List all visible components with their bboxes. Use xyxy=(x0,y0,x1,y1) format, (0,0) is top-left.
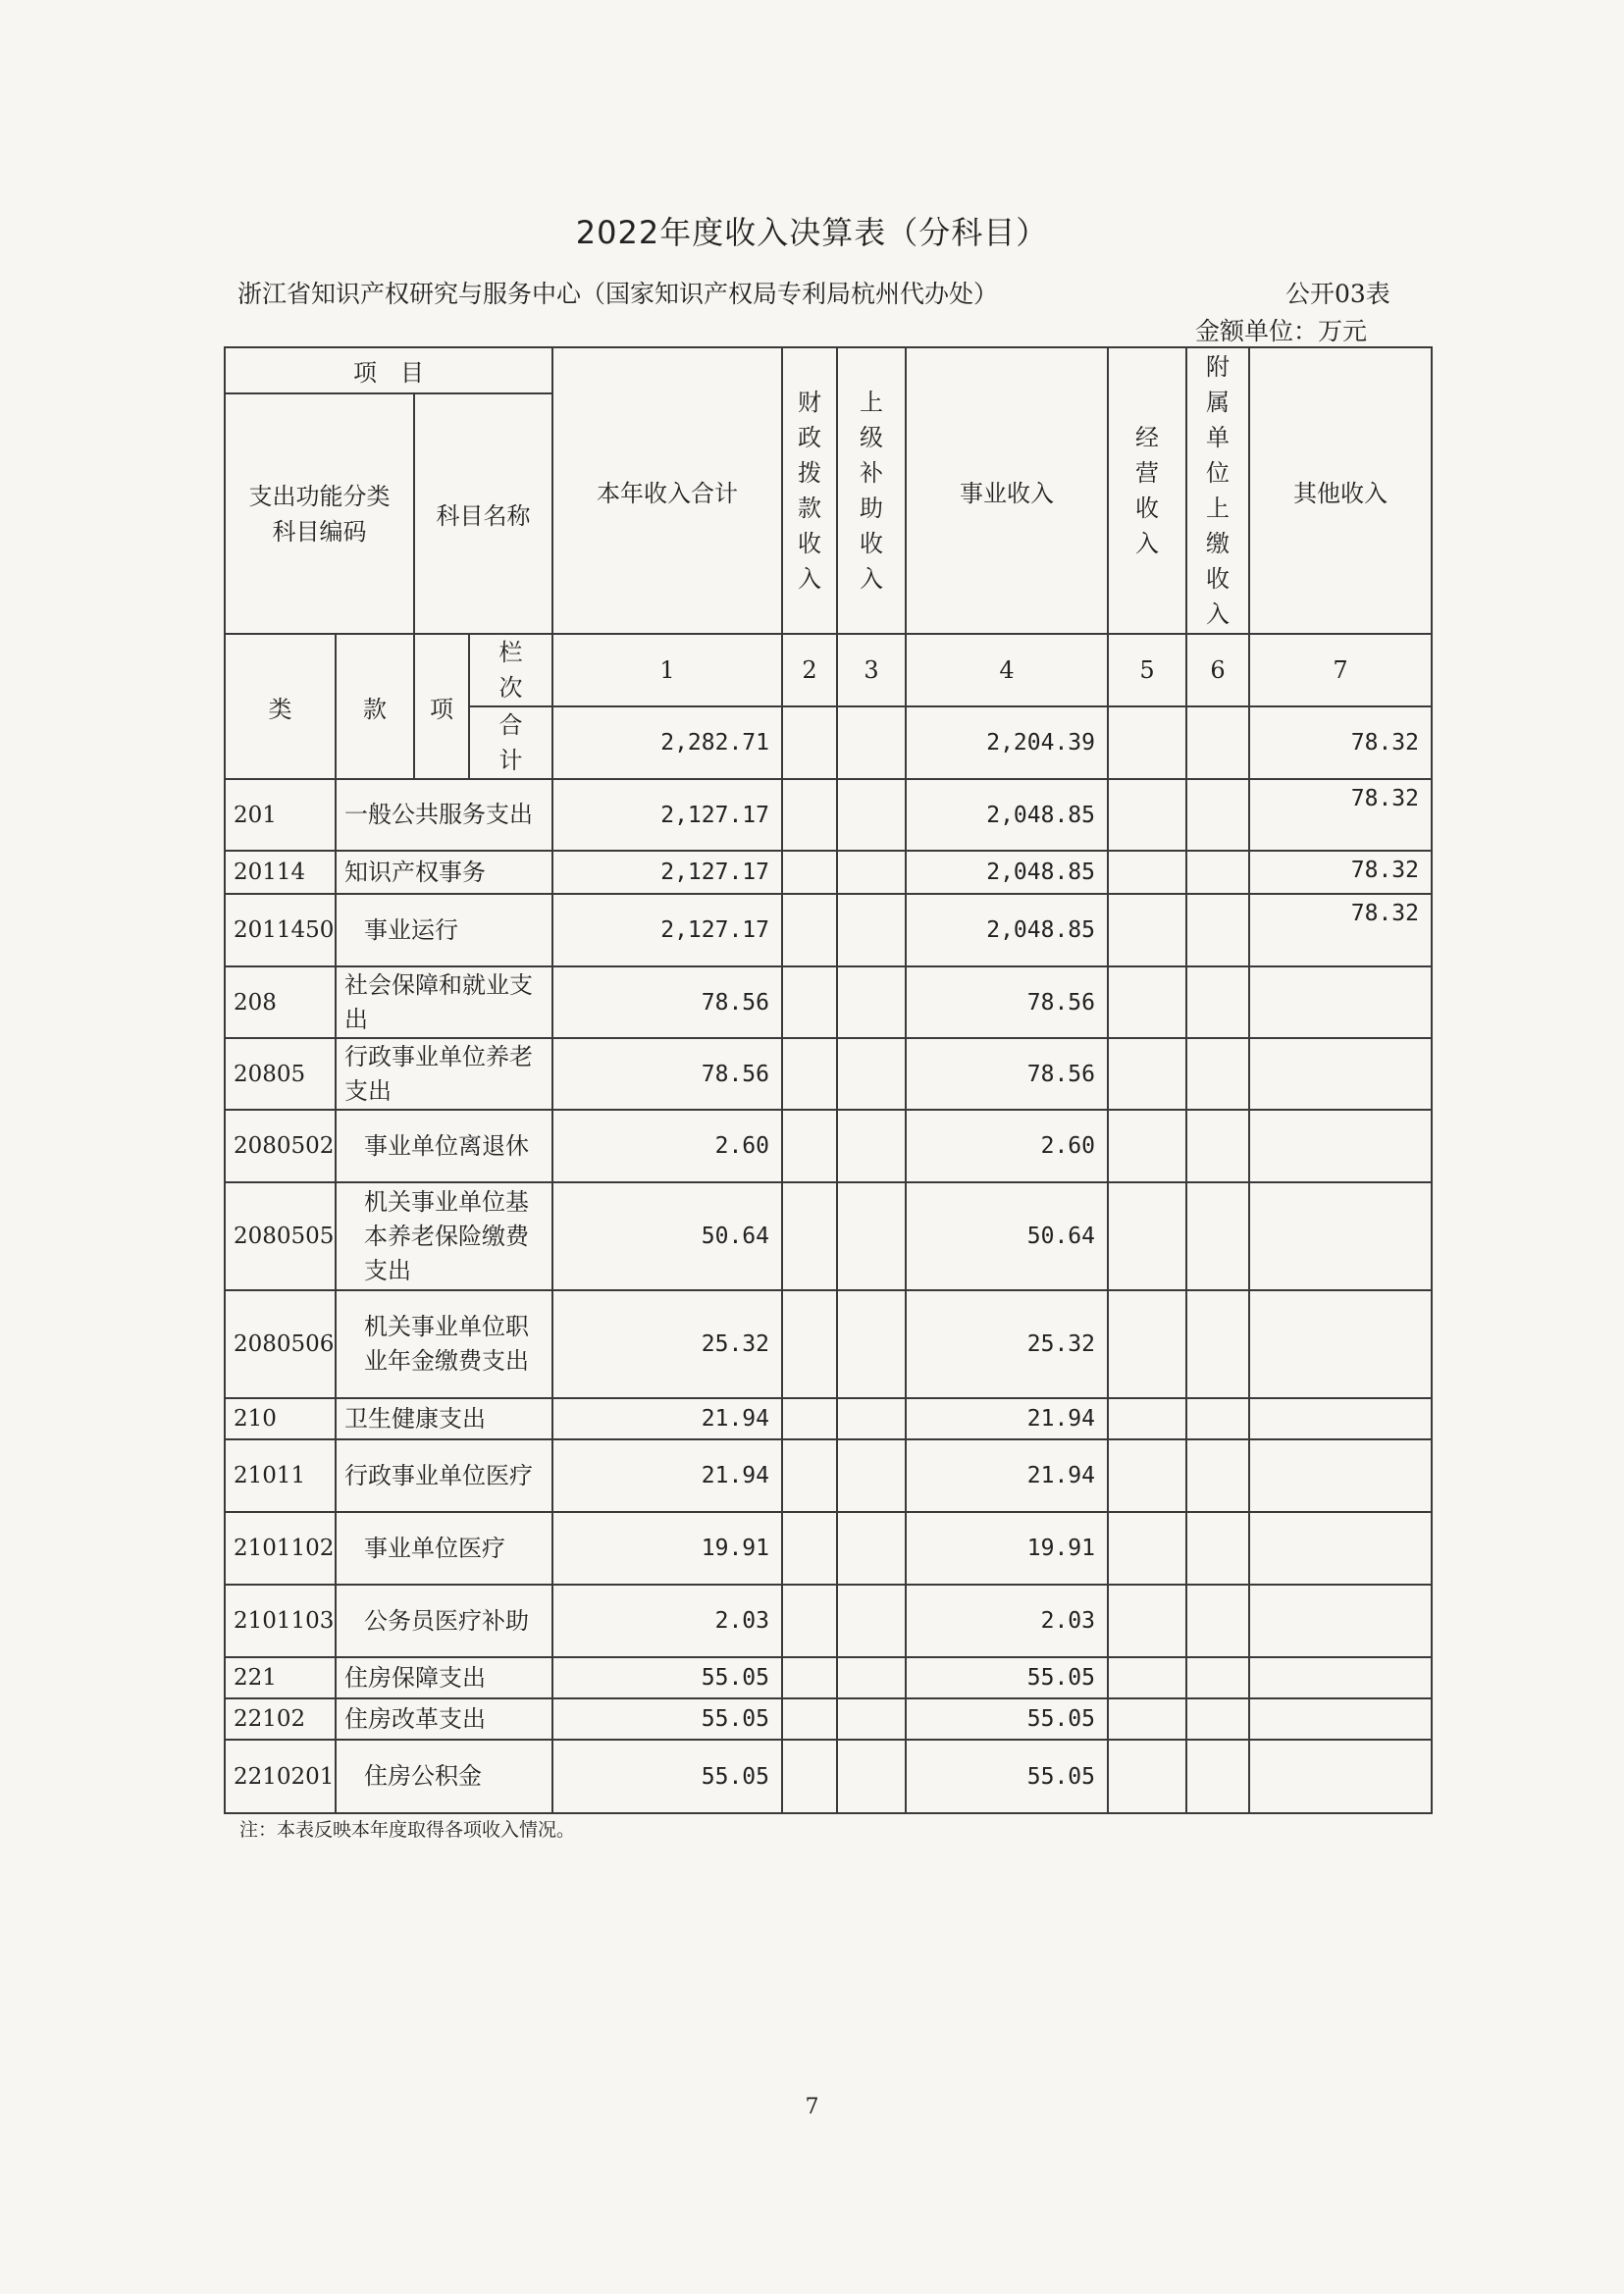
row-fiscal xyxy=(782,966,837,1038)
row-fiscal xyxy=(782,894,837,966)
row-affiliated xyxy=(1186,1698,1249,1740)
row-superior xyxy=(837,1110,906,1182)
table-row xyxy=(225,851,1432,894)
row-superior xyxy=(837,1290,906,1398)
row-code: 22102 xyxy=(225,1698,336,1740)
row-affiliated xyxy=(1186,851,1249,894)
row-name: 住房改革支出 xyxy=(336,1698,552,1740)
col-number-3: 3 xyxy=(837,634,906,706)
row-affiliated xyxy=(1186,1585,1249,1657)
row-business: 50.64 xyxy=(906,1182,1108,1290)
row-superior xyxy=(837,851,906,894)
total-amount: 2,282.71 xyxy=(552,706,782,779)
row-other xyxy=(1249,1657,1432,1698)
row-other xyxy=(1249,1398,1432,1439)
row-other xyxy=(1249,1585,1432,1657)
column-number-row xyxy=(225,634,1432,706)
row-name: 事业运行 xyxy=(336,894,552,966)
row-total: 55.05 xyxy=(552,1740,782,1813)
row-affiliated xyxy=(1186,1038,1249,1110)
row-operating xyxy=(1108,1512,1186,1585)
row-affiliated xyxy=(1186,779,1249,851)
row-other xyxy=(1249,1740,1432,1813)
row-total: 21.94 xyxy=(552,1398,782,1439)
total-superior xyxy=(837,706,906,779)
row-total: 2,127.17 xyxy=(552,851,782,894)
row-business: 2.03 xyxy=(906,1585,1108,1657)
row-code: 208 xyxy=(225,966,336,1038)
row-fiscal xyxy=(782,1657,837,1698)
unit-name: 浙江省知识产权研究与服务中心（国家知识产权局专利局杭州代办处） xyxy=(237,280,999,308)
row-superior xyxy=(837,1512,906,1585)
table-row xyxy=(225,1585,1432,1657)
item-header: 项 xyxy=(414,634,469,779)
row-name: 住房公积金 xyxy=(336,1740,552,1813)
class-header: 类 xyxy=(225,634,336,779)
row-total: 2,127.17 xyxy=(552,894,782,966)
row-name: 机关事业单位职业年金缴费支出 xyxy=(336,1290,552,1398)
fiscal-col-header: 财政拨款收入 xyxy=(782,347,837,634)
row-name: 卫生健康支出 xyxy=(336,1398,552,1439)
row-other xyxy=(1249,1439,1432,1512)
col-number-4: 4 xyxy=(906,634,1108,706)
table-note: 注：本表反映本年度取得各项收入情况。 xyxy=(239,1819,576,1841)
row-total: 19.91 xyxy=(552,1512,782,1585)
row-total: 78.56 xyxy=(552,966,782,1038)
table-row xyxy=(225,966,1432,1038)
row-name: 机关事业单位基本养老保险缴费支出 xyxy=(336,1182,552,1290)
section-header: 款 xyxy=(336,634,414,779)
row-business: 25.32 xyxy=(906,1290,1108,1398)
table-row xyxy=(225,1512,1432,1585)
row-business: 19.91 xyxy=(906,1512,1108,1585)
row-affiliated xyxy=(1186,894,1249,966)
row-code: 20114 xyxy=(225,851,336,894)
name-col-header: 科目名称 xyxy=(414,393,552,634)
col-number-6: 6 xyxy=(1186,634,1249,706)
row-business: 21.94 xyxy=(906,1439,1108,1512)
row-superior xyxy=(837,1038,906,1110)
row-business: 2.60 xyxy=(906,1110,1108,1182)
row-name: 事业单位离退休 xyxy=(336,1110,552,1182)
business-col-header: 事业收入 xyxy=(906,347,1108,634)
row-operating xyxy=(1108,1038,1186,1110)
page-title: 2022年度收入决算表（分科目） xyxy=(575,214,1049,251)
page-number: 7 xyxy=(805,2095,819,2119)
row-code: 2210201 xyxy=(225,1740,336,1813)
row-business: 55.05 xyxy=(906,1657,1108,1698)
amount-unit: 金额单位：万元 xyxy=(1195,317,1368,345)
row-business: 2,048.85 xyxy=(906,851,1108,894)
row-superior xyxy=(837,779,906,851)
row-affiliated xyxy=(1186,1398,1249,1439)
row-name: 一般公共服务支出 xyxy=(336,779,552,851)
row-business: 2,048.85 xyxy=(906,779,1108,851)
row-other xyxy=(1249,1290,1432,1398)
row-affiliated xyxy=(1186,1110,1249,1182)
row-operating xyxy=(1108,1657,1186,1698)
row-superior xyxy=(837,1182,906,1290)
total-fiscal xyxy=(782,706,837,779)
row-other xyxy=(1249,1110,1432,1182)
row-superior xyxy=(837,1698,906,1740)
row-operating xyxy=(1108,894,1186,966)
row-superior xyxy=(837,966,906,1038)
row-code: 2080502 xyxy=(225,1110,336,1182)
affiliated-col-header: 附属单位上缴收入 xyxy=(1186,347,1249,634)
row-operating xyxy=(1108,1290,1186,1398)
row-affiliated xyxy=(1186,1657,1249,1698)
row-fiscal xyxy=(782,1182,837,1290)
row-superior xyxy=(837,1585,906,1657)
form-number: 公开03表 xyxy=(1285,280,1390,308)
row-code: 21011 xyxy=(225,1439,336,1512)
row-code: 2101102 xyxy=(225,1512,336,1585)
operating-col-header: 经营收入 xyxy=(1108,347,1186,634)
row-fiscal xyxy=(782,1512,837,1585)
row-operating xyxy=(1108,1110,1186,1182)
row-superior xyxy=(837,1657,906,1698)
row-fiscal xyxy=(782,1398,837,1439)
row-affiliated xyxy=(1186,1512,1249,1585)
row-code: 2080505 xyxy=(225,1182,336,1290)
row-fiscal xyxy=(782,1740,837,1813)
row-business: 78.56 xyxy=(906,966,1108,1038)
row-fiscal xyxy=(782,1585,837,1657)
row-code: 210 xyxy=(225,1398,336,1439)
row-total: 2.03 xyxy=(552,1585,782,1657)
row-operating xyxy=(1108,1698,1186,1740)
row-name: 行政事业单位养老支出 xyxy=(336,1038,552,1110)
row-total: 50.64 xyxy=(552,1182,782,1290)
row-code: 2011450 xyxy=(225,894,336,966)
row-total: 55.05 xyxy=(552,1698,782,1740)
row-fiscal xyxy=(782,1038,837,1110)
total-other: 78.32 xyxy=(1249,706,1432,779)
row-name: 公务员医疗补助 xyxy=(336,1585,552,1657)
row-other xyxy=(1249,1698,1432,1740)
row-business: 78.56 xyxy=(906,1038,1108,1110)
project-header: 项 目 xyxy=(225,347,552,393)
row-other: 78.32 xyxy=(1249,779,1432,851)
table-row xyxy=(225,894,1432,966)
total-col-header: 本年收入合计 xyxy=(552,347,782,634)
row-business: 2,048.85 xyxy=(906,894,1108,966)
row-code: 2080506 xyxy=(225,1290,336,1398)
col-number-2: 2 xyxy=(782,634,837,706)
row-total: 2,127.17 xyxy=(552,779,782,851)
row-name: 知识产权事务 xyxy=(336,851,552,894)
row-total: 2.60 xyxy=(552,1110,782,1182)
row-operating xyxy=(1108,1439,1186,1512)
table-row xyxy=(225,1038,1432,1110)
other-col-header: 其他收入 xyxy=(1249,347,1432,634)
row-operating xyxy=(1108,851,1186,894)
total-affiliated xyxy=(1186,706,1249,779)
table-row xyxy=(225,1398,1432,1439)
row-superior xyxy=(837,894,906,966)
row-affiliated xyxy=(1186,1290,1249,1398)
income-table xyxy=(224,346,1433,1814)
row-affiliated xyxy=(1186,966,1249,1038)
total-row-label: 合计 xyxy=(469,706,552,779)
row-code: 201 xyxy=(225,779,336,851)
row-superior xyxy=(837,1398,906,1439)
row-total: 78.56 xyxy=(552,1038,782,1110)
table-row xyxy=(225,1740,1432,1813)
row-operating xyxy=(1108,1182,1186,1290)
row-superior xyxy=(837,1439,906,1512)
row-total: 55.05 xyxy=(552,1657,782,1698)
total-operating xyxy=(1108,706,1186,779)
table-row xyxy=(225,1698,1432,1740)
row-operating xyxy=(1108,779,1186,851)
col-number-1: 1 xyxy=(552,634,782,706)
row-code: 20805 xyxy=(225,1038,336,1110)
row-operating xyxy=(1108,1398,1186,1439)
table-row xyxy=(225,1290,1432,1398)
col-number-5: 5 xyxy=(1108,634,1186,706)
row-other xyxy=(1249,1512,1432,1585)
column-number-label: 栏次 xyxy=(469,634,552,706)
row-name: 社会保障和就业支出 xyxy=(336,966,552,1038)
row-affiliated xyxy=(1186,1182,1249,1290)
table-row xyxy=(225,1439,1432,1512)
row-affiliated xyxy=(1186,1740,1249,1813)
row-fiscal xyxy=(782,1110,837,1182)
row-fiscal xyxy=(782,1290,837,1398)
row-code: 2101103 xyxy=(225,1585,336,1657)
col-number-7: 7 xyxy=(1249,634,1432,706)
row-other: 78.32 xyxy=(1249,851,1432,894)
row-name: 住房保障支出 xyxy=(336,1657,552,1698)
row-other xyxy=(1249,966,1432,1038)
row-operating xyxy=(1108,1585,1186,1657)
row-name: 事业单位医疗 xyxy=(336,1512,552,1585)
table-row xyxy=(225,1182,1432,1290)
row-total: 25.32 xyxy=(552,1290,782,1398)
row-code: 221 xyxy=(225,1657,336,1698)
code-col-header: 支出功能分类科目编码 xyxy=(225,393,414,634)
row-total: 21.94 xyxy=(552,1439,782,1512)
row-business: 55.05 xyxy=(906,1740,1108,1813)
row-fiscal xyxy=(782,1698,837,1740)
row-name: 行政事业单位医疗 xyxy=(336,1439,552,1512)
table-row xyxy=(225,1657,1432,1698)
row-other xyxy=(1249,1182,1432,1290)
superior-col-header: 上级补助收入 xyxy=(837,347,906,634)
row-other xyxy=(1249,1038,1432,1110)
row-operating xyxy=(1108,966,1186,1038)
table-row xyxy=(225,1110,1432,1182)
row-fiscal xyxy=(782,1439,837,1512)
row-business: 21.94 xyxy=(906,1398,1108,1439)
row-fiscal xyxy=(782,851,837,894)
row-operating xyxy=(1108,1740,1186,1813)
row-other: 78.32 xyxy=(1249,894,1432,966)
row-business: 55.05 xyxy=(906,1698,1108,1740)
table-row xyxy=(225,779,1432,851)
row-fiscal xyxy=(782,779,837,851)
row-superior xyxy=(837,1740,906,1813)
header-row-1 xyxy=(225,347,1432,393)
row-affiliated xyxy=(1186,1439,1249,1512)
total-business: 2,204.39 xyxy=(906,706,1108,779)
